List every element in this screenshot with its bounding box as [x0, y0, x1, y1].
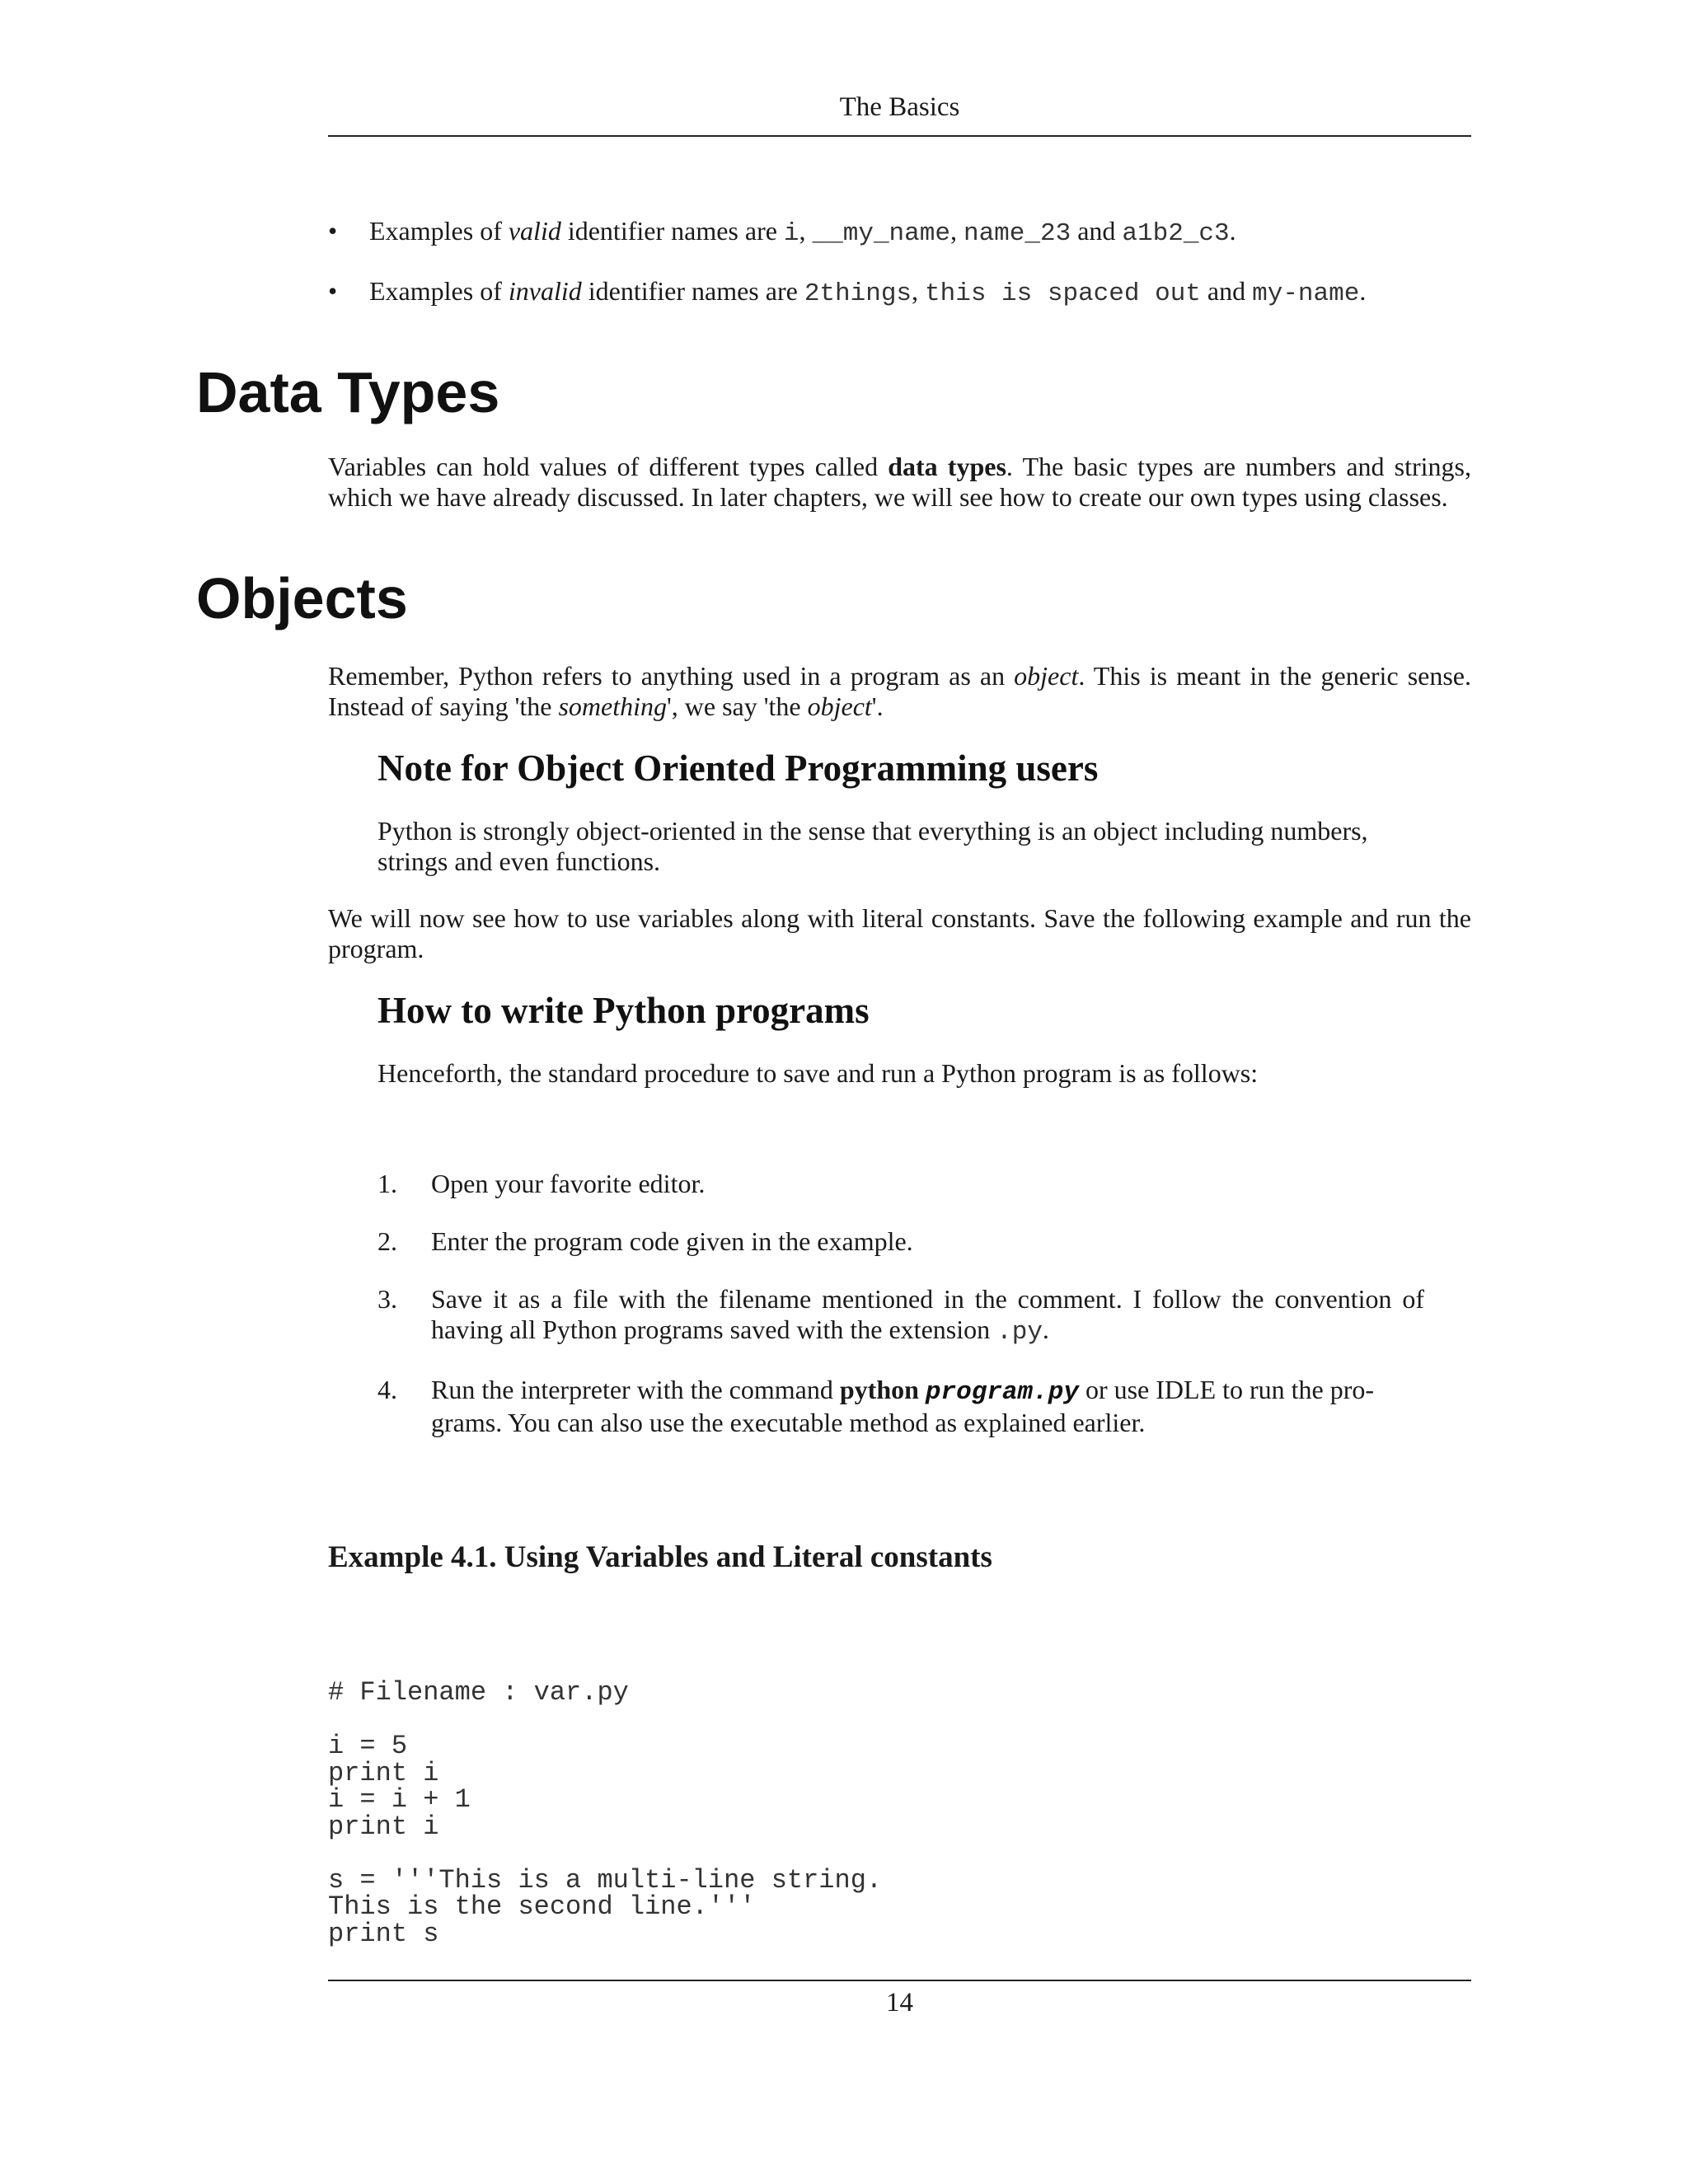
text: ,	[912, 276, 926, 306]
howto-heading: How to write Python programs	[377, 990, 870, 1031]
step-text: Open your favorite editor.	[431, 1169, 706, 1198]
text: Examples of	[369, 276, 509, 306]
step-text: Save it as a file with the filename mentioned in the comment. I follow the convention of having all Python programs saved with the extension	[431, 1284, 1424, 1344]
code-line: s = '''This is a multi-line string.	[328, 1864, 883, 1896]
bullet-dot: •	[328, 276, 338, 306]
step-text: or use IDLE to run the pro-	[1078, 1375, 1375, 1404]
howto-paragraph: Henceforth, the standard procedure to save and run a Python program is as follows:	[377, 1058, 1259, 1088]
text: .	[1042, 1315, 1049, 1344]
note-paragraph: Python is strongly object-oriented in the sense that everything is an object including numbers, strings and even functions.	[377, 816, 1368, 876]
code-line: i = i + 1	[328, 1784, 471, 1815]
text: . This is meant in the generic sense. Instead of saying 'the	[328, 661, 1472, 721]
code-line	[328, 1840, 882, 1868]
emphasis: object	[1014, 661, 1079, 691]
inline-code: program.py	[925, 1378, 1079, 1407]
header-rule	[328, 135, 1471, 137]
step-number: 3.	[377, 1284, 397, 1314]
bold-command: python	[839, 1375, 926, 1404]
bullet-dot: •	[328, 216, 338, 246]
inline-code: i	[783, 219, 799, 248]
step-number: 4.	[377, 1375, 397, 1404]
emphasis: object	[807, 691, 872, 721]
code-line: # Filename : var.py	[328, 1677, 629, 1708]
inline-code: __my_name	[812, 219, 950, 248]
text: ', we say 'the	[667, 691, 808, 721]
list-item	[377, 1169, 1424, 1199]
code-line	[328, 1707, 882, 1734]
text: and	[1071, 216, 1123, 246]
identifier-examples-list	[328, 216, 1471, 336]
text: and	[1200, 276, 1253, 306]
code-line: print s	[328, 1918, 439, 1949]
code-block	[328, 1677, 883, 1949]
running-header: The Basics	[839, 92, 960, 122]
text: ,	[799, 216, 813, 246]
step-text: Enter the program code given in the example.	[431, 1226, 913, 1256]
text: '.	[871, 691, 884, 721]
emphasis: invalid	[508, 276, 582, 306]
step-number: 1.	[377, 1169, 397, 1198]
inline-code: my-name	[1252, 279, 1360, 308]
list-item	[328, 276, 1471, 309]
objects-paragraph	[328, 661, 1471, 722]
text: .	[1229, 216, 1236, 246]
section-heading-data-types: Data Types	[196, 360, 500, 424]
page-number: 14	[886, 1988, 913, 2018]
inline-code: a1b2_c3	[1122, 219, 1230, 248]
emphasis: valid	[508, 216, 561, 246]
list-item	[377, 1226, 1424, 1257]
procedure-steps	[377, 1169, 1424, 1465]
list-item	[328, 216, 1471, 249]
text: . The basic types are numbers and strings, which we have already discussed. In later chapters, we will see how to create our own types using classes.	[328, 452, 1472, 512]
inline-code: this is spaced out	[925, 279, 1201, 308]
step-text: grams. You can also use the executable method as explained earlier.	[431, 1408, 1146, 1437]
text: ,	[950, 216, 964, 246]
code-line: This is the second line.'''	[328, 1891, 756, 1922]
bold-term: data types	[888, 452, 1006, 481]
data-types-paragraph	[328, 452, 1471, 513]
code-line: print i	[328, 1757, 439, 1788]
intro-paragraph: We will now see how to use variables along with literal constants. Save the following example and run the program.	[328, 903, 1471, 963]
inline-code: name_23	[963, 219, 1071, 248]
inline-code: .py	[996, 1318, 1043, 1347]
list-item	[377, 1284, 1424, 1347]
text: Variables can hold values of different types called	[328, 452, 889, 481]
example-title: Example 4.1. Using Variables and Literal constants	[328, 1540, 992, 1574]
section-heading-objects: Objects	[196, 566, 408, 630]
note-heading: Note for Object Oriented Programming users	[377, 748, 1099, 789]
text: .	[1359, 276, 1367, 306]
footer-rule	[328, 1980, 1471, 1981]
step-text: Run the interpreter with the command	[431, 1375, 840, 1404]
step-number: 2.	[377, 1226, 397, 1256]
inline-code: 2things	[804, 279, 912, 308]
text: identifier names are	[560, 216, 784, 246]
code-line: i = 5	[328, 1731, 408, 1761]
text: identifier names are	[581, 276, 804, 306]
text: Remember, Python refers to anything used in a program as an	[328, 661, 1015, 691]
list-item	[377, 1375, 1424, 1438]
emphasis: something	[558, 691, 668, 721]
code-line: print i	[328, 1811, 439, 1842]
text: Examples of	[369, 216, 509, 246]
